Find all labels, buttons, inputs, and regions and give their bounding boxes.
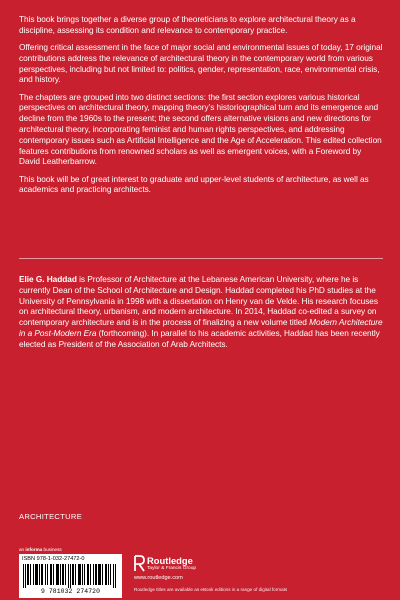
section-divider	[19, 258, 383, 259]
publisher-url[interactable]: www.routledge.com	[134, 575, 183, 581]
routledge-r-logo-icon	[134, 555, 145, 572]
publisher-group: Taylor & Francis Group	[147, 566, 197, 571]
description-paragraph-1: This book brings together a diverse group of theoreticians to explore architectural theory as a discipline, assessing its condition and relevance to contemporary practice.	[19, 14, 356, 35]
author-bio-paragraph	[19, 274, 383, 350]
informa-suffix: business	[42, 547, 62, 552]
book-description	[19, 14, 383, 202]
bio-text-2: (forthcoming). In parallel to his academic activities, Haddad has been recently elected as President of the Association of Arab Architects.	[19, 327, 380, 349]
subject-category: ARCHITECTURE	[19, 512, 83, 521]
description-paragraph-4: This book will be of great interest to graduate and upper-level students of architecture, as well as academics and practicing architects.	[19, 173, 369, 195]
barcode	[19, 554, 122, 598]
isbn-label: ISBN 978-1-032-27472-0	[22, 556, 85, 562]
ebook-note: Routledge titles are available as eBook editions in a range of digital formats	[134, 587, 288, 592]
barcode-bars-icon	[23, 564, 118, 588]
publisher-name: Routledge	[147, 555, 193, 566]
description-paragraph-3: The chapters are grouped into two distinct sections: the first section explores various historical perspectives on architectural theory, mapping theory’s historiographical turn and its emergence and decline from the 1960s to the present; the second offers alternative visions and new directions for architectural theory, incorporating feminist and human rights perspectives, and addressing contemporary issues such as Artificial Intelligence and the Age of Acceleration. This edited collection features contributions from renowned scholars as well as emergent voices, with a Foreword by David Leatherbarrow.	[19, 91, 382, 167]
informa-prefix: an	[19, 547, 26, 552]
informa-business-line	[19, 547, 62, 552]
bio-book-title: Modern Architecture in a Post-Modern Era	[19, 317, 383, 338]
author-name: Elie G. Haddad	[19, 274, 77, 284]
informa-brand: informa	[25, 547, 43, 552]
author-bio	[19, 274, 383, 350]
bio-text-1: is Professor of Architecture at the Lebanese American University, where he is currently Dean of the School of Architecture and Design. Haddad completed his PhD studies at the University of Pennsylvania in 1998 with a dissertation on Henry van de Velde. His research focuses on architectural theory, urbanism, and modern architecture. In 2014, Haddad co-edited a survey on contemporary architecture and is in the process of finalizing a new volume titled	[19, 274, 378, 328]
barcode-digits: 9 781032 274720	[40, 588, 101, 595]
description-paragraph-2: Offering critical assessment in the face of major social and environmental issues of today, 17 original contributions address the relevance of architectural theory in the contemporary world from various perspectives, including but not limited to: politics, gender, representation, race, environmental crisis, and history.	[19, 41, 383, 85]
